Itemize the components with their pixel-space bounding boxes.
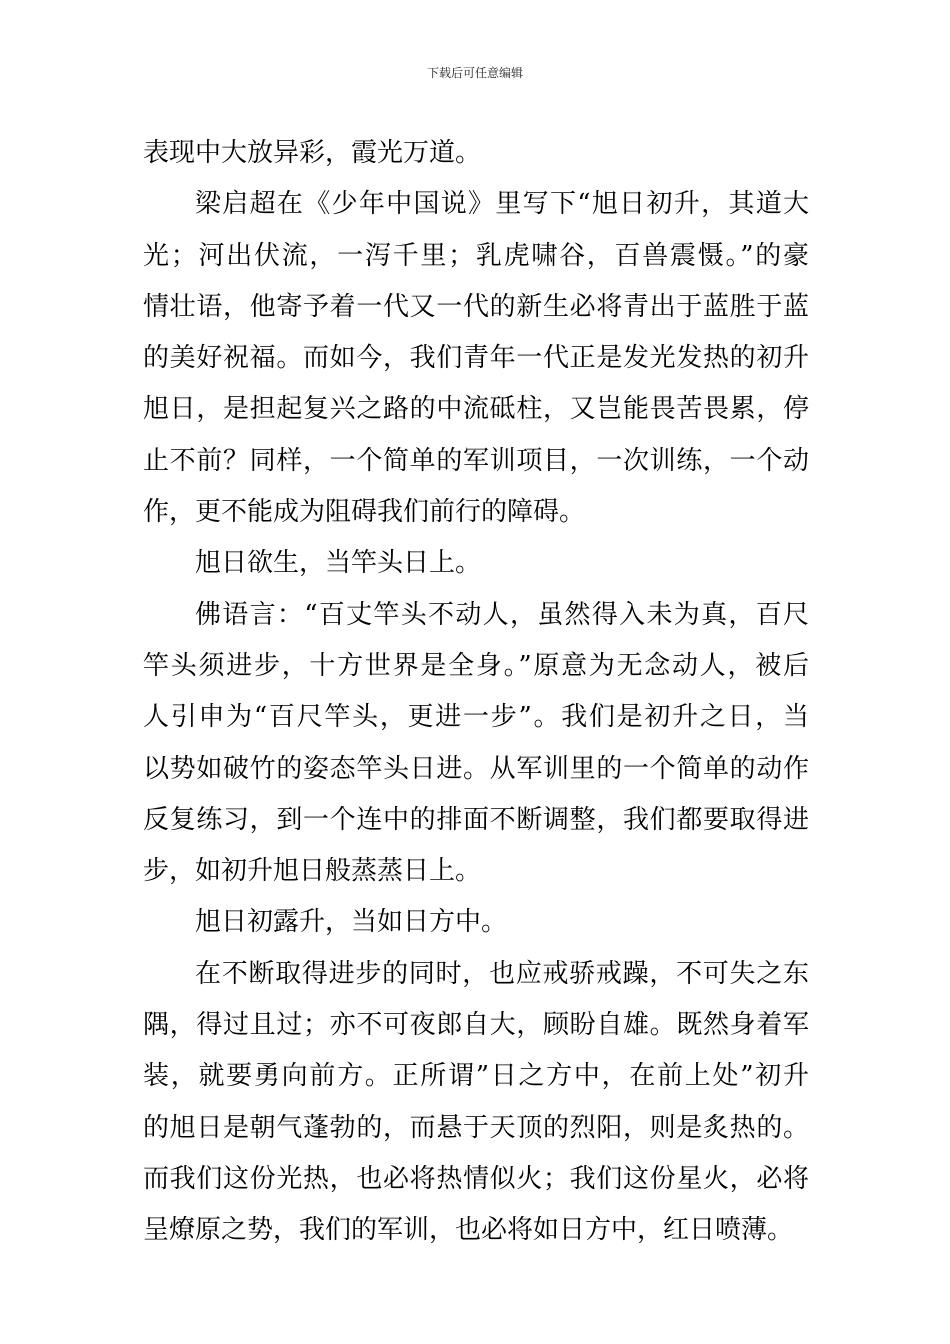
text-line: 人引申为“百尺竿头，更进一步”。我们是初升之日，当 bbox=[143, 702, 809, 733]
text-line: 表现中大放异彩，霞光万道。 bbox=[143, 138, 482, 168]
text-line: 的美好祝福。而如今，我们青年一代正是发光发热的初升 bbox=[143, 343, 809, 374]
text-line: 装，就要勇向前方。正所谓”日之方中，在前上处”初升 bbox=[143, 1061, 809, 1092]
text-line: 梁启超在《少年中国说》里写下“旭日初升，其道大 bbox=[195, 189, 809, 220]
text-line: 旭日欲生，当竿头日上。 bbox=[195, 548, 482, 579]
text-line: 佛语言：“百丈竿头不动人，虽然得入未为真，百尺 bbox=[195, 599, 809, 630]
text-line: 隅，得过且过；亦不可夜郎自大，顾盼自雄。既然身着军 bbox=[143, 1010, 809, 1041]
text-line: 旭日初露升，当如日方中。 bbox=[195, 907, 508, 938]
text-line: 以势如破竹的姿态竿头日进。从军训里的一个简单的动作 bbox=[143, 753, 809, 784]
document-body bbox=[143, 128, 809, 1257]
text-line: 反复练习，到一个连中的排面不断调整，我们都要取得进 bbox=[143, 804, 809, 835]
text-line: 在不断取得进步的同时，也应戒骄戒躁，不可失之东 bbox=[195, 958, 809, 989]
text-line: 而我们这份光热，也必将热情似火；我们这份星火，必将 bbox=[143, 1163, 809, 1194]
text-line: 的旭日是朝气蓬勃的，而悬于天顶的烈阳，则是炙热的。 bbox=[143, 1112, 809, 1143]
text-line: 旭日，是担起复兴之路的中流砥柱，又岂能畏苦畏累，停 bbox=[143, 394, 809, 425]
text-line: 光；河出伏流，一泻千里；乳虎啸谷，百兽震慑。”的豪 bbox=[143, 240, 809, 271]
text-line: 止不前？同样，一个简单的军训项目，一次训练，一个动 bbox=[143, 445, 809, 476]
text-line: 竿头须进步，十方世界是全身。”原意为无念动人，被后 bbox=[143, 650, 809, 681]
text-line: 呈燎原之势，我们的军训，也必将如日方中，红日喷薄。 bbox=[143, 1215, 794, 1246]
text-line: 步，如初升旭日般蒸蒸日上。 bbox=[143, 856, 482, 887]
page-header: 下载后可任意编辑 bbox=[426, 66, 523, 80]
text-line: 作，更不能成为阻碍我们前行的障碍。 bbox=[143, 497, 586, 528]
text-line: 情壮语，他寄予着一代又一代的新生必将青出于蓝胜于蓝 bbox=[143, 291, 809, 322]
